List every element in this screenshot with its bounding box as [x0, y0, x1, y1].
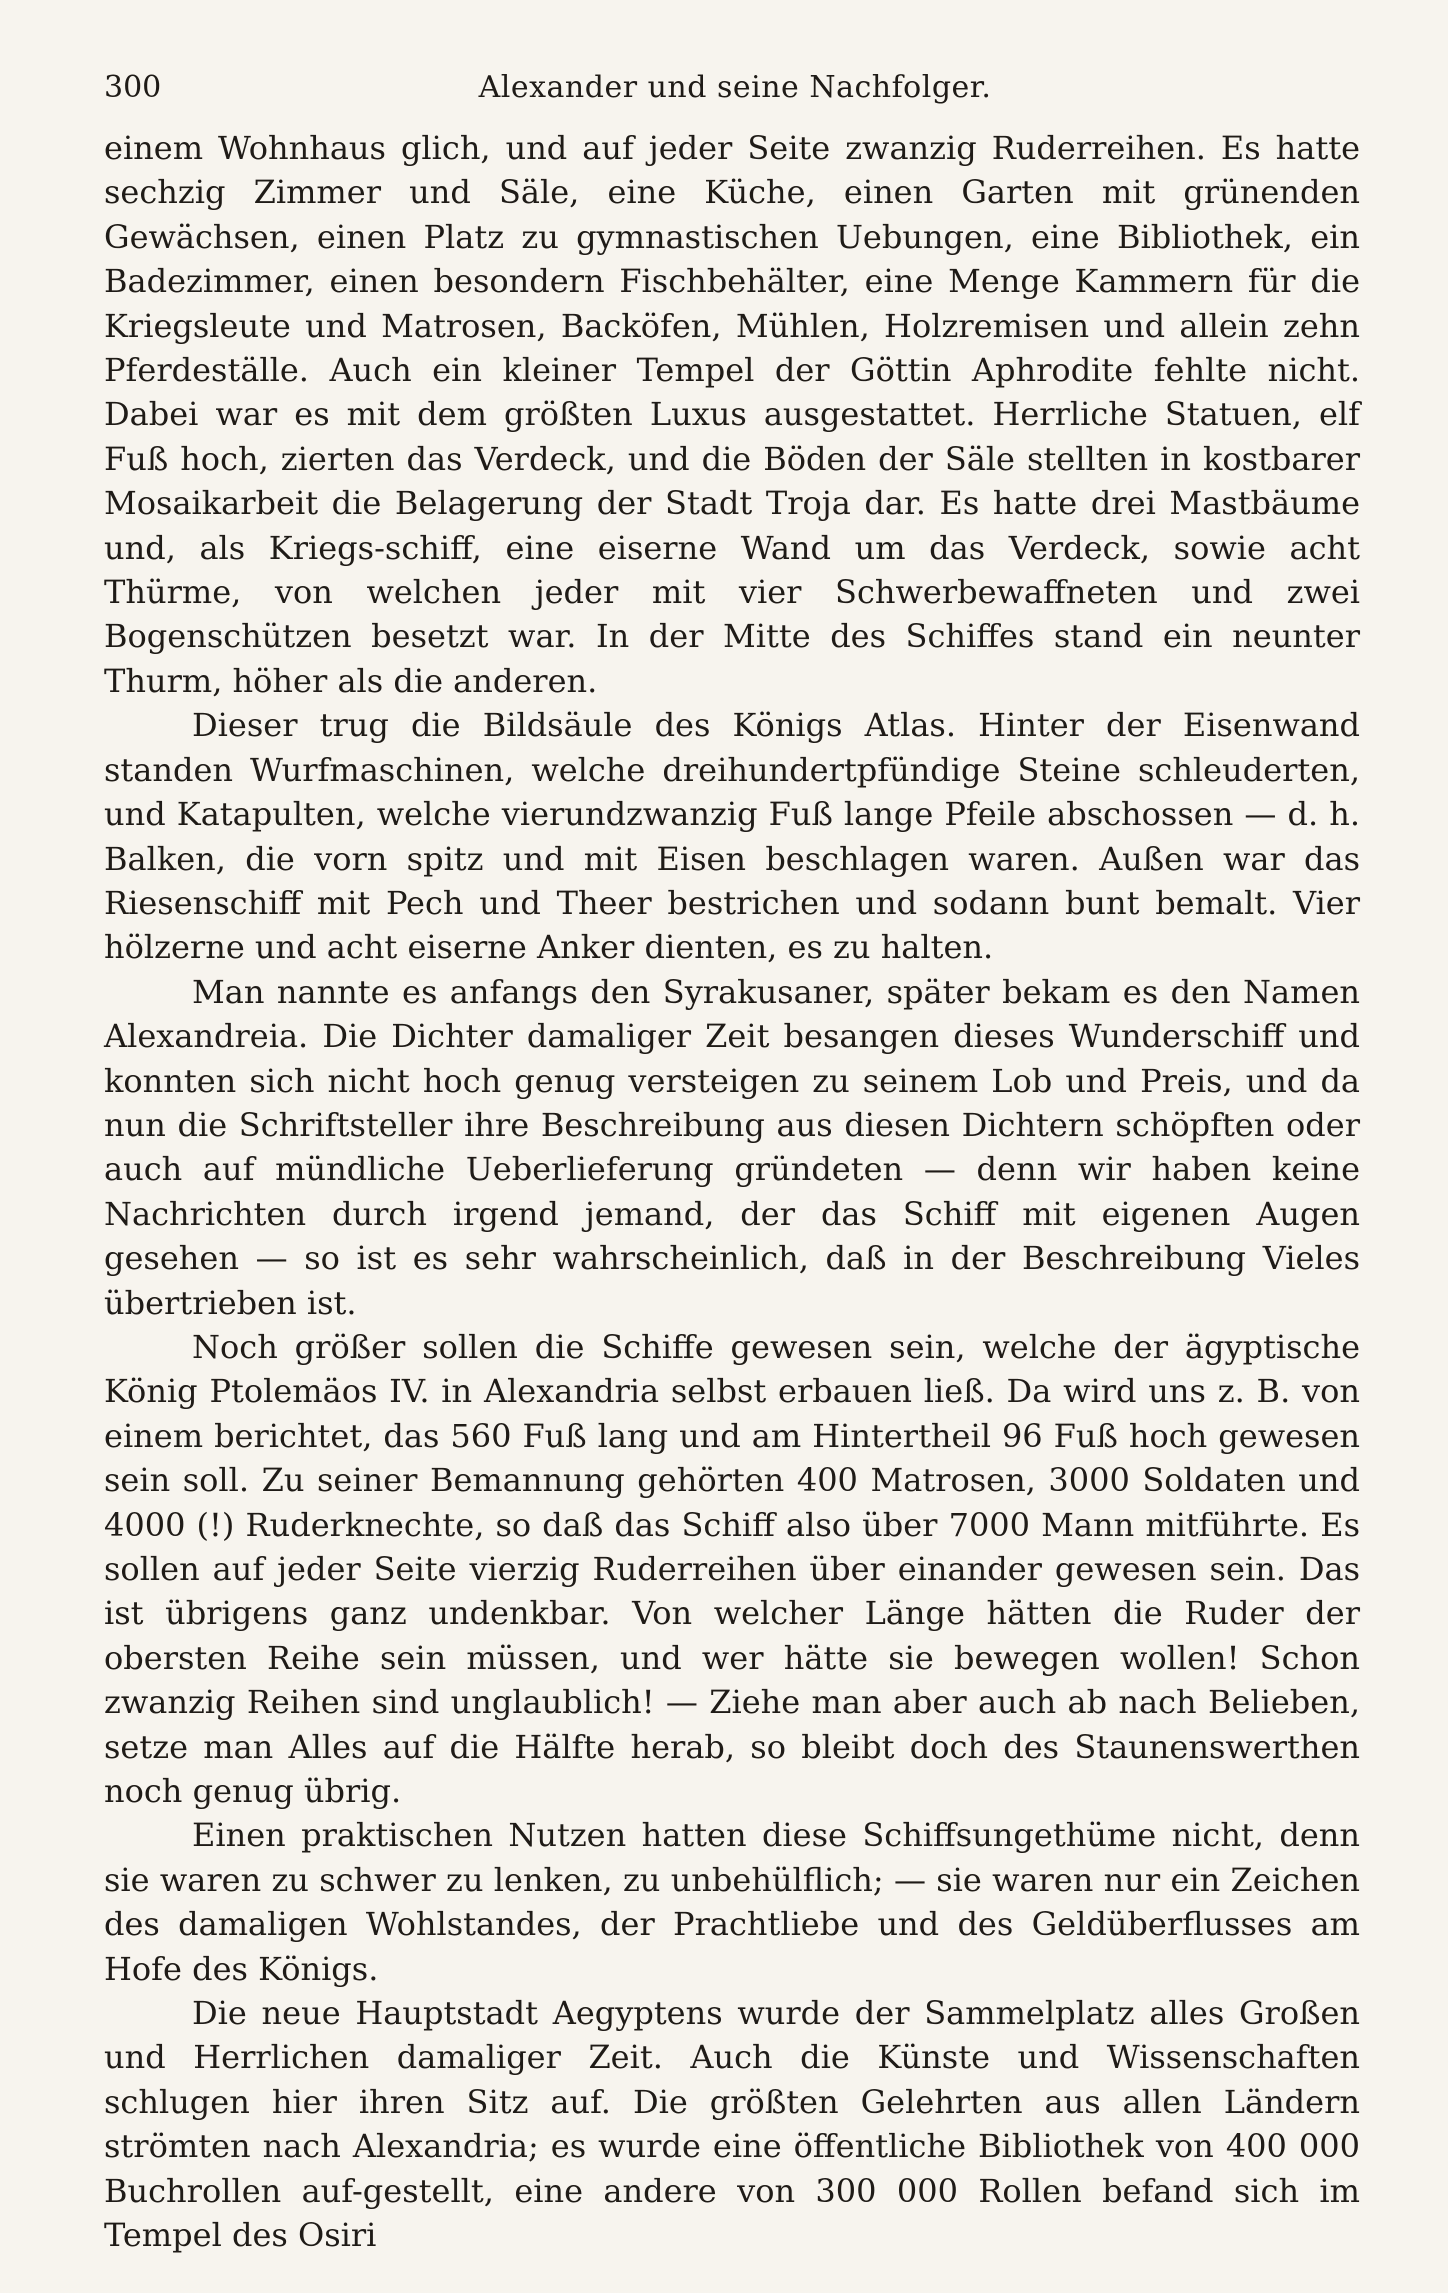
paragraph-ptolemy-ships: Noch größer sollen die Schiffe gewesen sein, welche der ägyptische König Ptolemäos IV. in Alexandria selbst erbauen ließ. Da wird uns z. B. von einem berichtet, das 560 Fuß lang und am Hintertheil 96 Fuß hoch gewesen sein soll. Zu seiner Bemannung gehörten 400 Matrosen, 3000 Soldaten und 4000 (!) Ruderknechte, so daß das Schiff also über 7000 Mann mitführte. Es sollen auf jeder Seite vierzig Ruderreihen über einander gewesen sein. Das ist übrigens ganz undenkbar. Von welcher Länge hätten die Ruder der obersten Reihe sein müssen, und wer hätte sie bewegen wollen! Schon zwanzig Reihen sind unglaublich! — Ziehe man aber auch ab nach Belieben, setze man Alles auf die Hälfte herab, so bleibt doch des Staunenswerthen noch genug übrig.: [104, 1327, 1360, 1811]
running-title: Alexander und seine Nachfolger.: [478, 70, 992, 105]
page-header: [104, 62, 1366, 114]
paragraph-no-practical-use: Einen praktischen Nutzen hatten diese Schiffsungethüme nicht, denn sie waren zu schwer zu lenken, zu unbehülflich; — sie waren nur ein Zeichen des damaligen Wohlstandes, der Prachtliebe und des Geldüberflusses am Hofe des Königs.: [104, 1816, 1360, 1988]
paragraph-alexandria-capital: Die neue Hauptstadt Aegyptens wurde der Sammelplatz alles Großen und Herrlichen damaliger Zeit. Auch die Künste und Wissenschaften schlugen hier ihren Sitz auf. Die größten Gelehrten aus allen Ländern strömten nach Alexandria; es wurde eine öffentliche Bibliothek von 400 000 Buchrollen auf-gestellt, eine andere von 300 000 Rollen befand sich im Tempel des Osiri: [104, 1994, 1360, 2255]
paragraph-ship-description: einem Wohnhaus glich, und auf jeder Seite zwanzig Ruderreihen. Es hatte sechzig Zimmer und Säle, eine Küche, einen Garten mit grünenden Gewächsen, einen Platz zu gymnastischen Uebungen, eine Bibliothek, ein Badezimmer, einen besondern Fischbehälter, eine Menge Kammern für die Kriegsleute und Matrosen, Backöfen, Mühlen, Holzremisen und allein zehn Pferdeställe. Auch ein kleiner Tempel der Göttin Aphrodite fehlte nicht. Dabei war es mit dem größten Luxus ausgestattet. Herrliche Statuen, elf Fuß hoch, zierten das Verdeck, und die Böden der Säle stellten in kostbarer Mosaikarbeit die Belagerung der Stadt Troja dar. Es hatte drei Mastbäume und, als Kriegs-schiff, eine eiserne Wand um das Verdeck, sowie acht Thürme, von welchen jeder mit vier Schwerbewaffneten und zwei Bogenschützen besetzt war. In der Mitte des Schiffes stand ein neunter Thurm, höher als die anderen.: [104, 129, 1360, 700]
page-number: 300: [104, 70, 162, 105]
paragraph-ship-name: Man nannte es anfangs den Syrakusaner, später bekam es den Namen Alexandreia. Die Dichter damaliger Zeit besangen dieses Wunderschiff und konnten sich nicht hoch genug versteigen zu seinem Lob und Preis, und da nun die Schriftsteller ihre Beschreibung aus diesen Dichtern schöpften oder auch auf mündliche Ueberlieferung gründeten — denn wir haben keine Nachrichten durch irgend jemand, der das Schiff mit eigenen Augen gesehen — so ist es sehr wahrscheinlich, daß in der Beschreibung Vieles übertrieben ist.: [104, 972, 1360, 1322]
paragraph-weapons: Dieser trug die Bildsäule des Königs Atlas. Hinter der Eisenwand standen Wurfmaschinen, welche dreihundertpfündige Steine schleuderten, und Katapulten, welche vierundzwanzig Fuß lange Pfeile abschossen — d. h. Balken, die vorn spitz und mit Eisen beschlagen waren. Außen war das Riesenschiff mit Pech und Theer bestrichen und sodann bunt bemalt. Vier hölzerne und acht eiserne Anker dienten, es zu halten.: [104, 706, 1360, 967]
body-text: [104, 126, 1360, 2258]
